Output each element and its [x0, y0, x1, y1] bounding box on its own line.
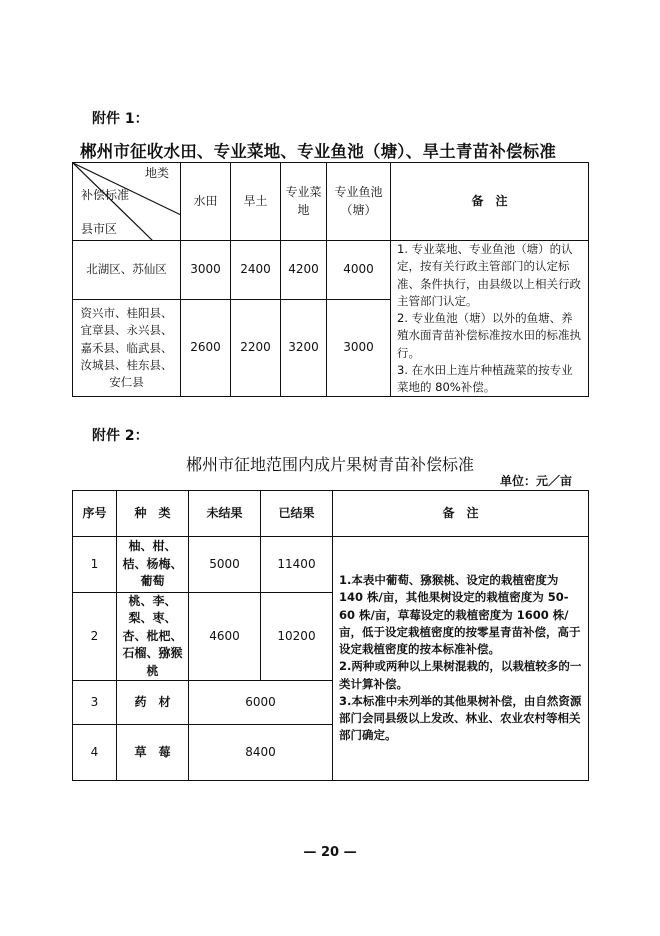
type-cell: 柚、柑、桔、杨梅、葡萄	[117, 537, 189, 593]
ripe-value: 11400	[261, 537, 333, 593]
header-ripe: 已结果	[261, 491, 333, 537]
type-cell: 草 莓	[117, 724, 189, 780]
fish-value: 3000	[327, 300, 391, 397]
notes-cell	[333, 537, 589, 781]
merged-value: 8400	[189, 724, 333, 780]
attachment2-title: 郴州市征地范围内成片果树青苗补偿标准	[185, 455, 474, 474]
region-cell: 北湖区、苏仙区	[73, 241, 181, 300]
diagonal-header-cell	[73, 163, 181, 241]
notes-cell	[391, 241, 589, 397]
paddy-value: 2600	[181, 300, 231, 397]
header-notes: 备 注	[333, 491, 589, 537]
paddy-value: 3000	[181, 241, 231, 300]
type-cell: 药 材	[117, 680, 189, 724]
serial-cell: 4	[73, 724, 117, 780]
note-item: 2.两种或两种以上果树混栽的，以栽植较多的一类计算补偿。	[339, 659, 582, 691]
header-vegetable-land: 专业菜地	[281, 163, 327, 241]
header-paddy: 水田	[181, 163, 231, 241]
header-fish-pond: 专业鱼池（塘）	[327, 163, 391, 241]
header-serial: 序号	[73, 491, 117, 537]
diag-label-county: 县市区	[81, 222, 118, 236]
note-item: 3.本标准中未列举的其他果树补偿，由自然资源部门会同县级以上发改、林业、农业农村等相关部门确定。	[339, 693, 582, 743]
header-unripe: 未结果	[189, 491, 261, 537]
note-item: 1. 专业菜地、专业鱼池（塘）的认定，按有关行政主管部门的认定标准、条件执行，由县级以上相关行政主管部门认定。	[397, 242, 581, 308]
table-header-row	[73, 163, 589, 241]
diag-label-land-type: 地类	[145, 166, 170, 180]
attachment2-table	[72, 490, 589, 781]
dry-value: 2200	[231, 300, 281, 397]
attachment1-title: 郴州市征收水田、专业菜地、专业鱼池（塘）、旱土青苗补偿标准	[80, 142, 557, 161]
page-number: — 20 —	[303, 845, 357, 860]
table-row	[73, 241, 589, 300]
fish-value: 4000	[327, 241, 391, 300]
region-cell: 资兴市、桂阳县、宜章县、永兴县、嘉禾县、临武县、汝城县、桂东县、安仁县	[73, 300, 181, 397]
unit-label: 单位：元／亩	[500, 474, 573, 488]
serial-cell: 2	[73, 593, 117, 681]
header-type: 种 类	[117, 491, 189, 537]
type-cell: 桃、李、梨、枣、杏、枇杷、石榴、猕猴桃	[117, 593, 189, 681]
attachment1-table	[72, 162, 589, 397]
serial-cell: 1	[73, 537, 117, 593]
attachment2-label: 附件 2：	[92, 428, 149, 444]
ripe-value: 10200	[261, 593, 333, 681]
serial-cell: 3	[73, 680, 117, 724]
vegetable-value: 3200	[281, 300, 327, 397]
header-dry-land: 旱土	[231, 163, 281, 241]
dry-value: 2400	[231, 241, 281, 300]
unripe-value: 5000	[189, 537, 261, 593]
note-item: 3. 在水田上连片种植蔬菜的按专业菜地的 80%补偿。	[397, 362, 573, 394]
header-notes: 备 注	[391, 163, 589, 241]
note-item: 1.本表中葡萄、猕猴桃、设定的栽植密度为 140 株/亩，其他果树设定的栽植密度为 50-60 株/亩，草莓设定的栽植密度为 1600 株/亩，低于设定栽植密度的按零星青苗补偿，高于设定栽植密度的按本标准补偿。	[339, 573, 581, 657]
attachment1-label: 附件 1：	[92, 111, 149, 127]
table-header-row	[73, 491, 589, 537]
merged-value: 6000	[189, 680, 333, 724]
note-item: 2. 专业鱼池（塘）以外的鱼塘、养殖水面青苗补偿标准按水田的标准执行。	[397, 311, 581, 360]
diag-label-standard: 补偿标准	[81, 188, 130, 202]
vegetable-value: 4200	[281, 241, 327, 300]
unripe-value: 4600	[189, 593, 261, 681]
table-row	[73, 537, 589, 593]
